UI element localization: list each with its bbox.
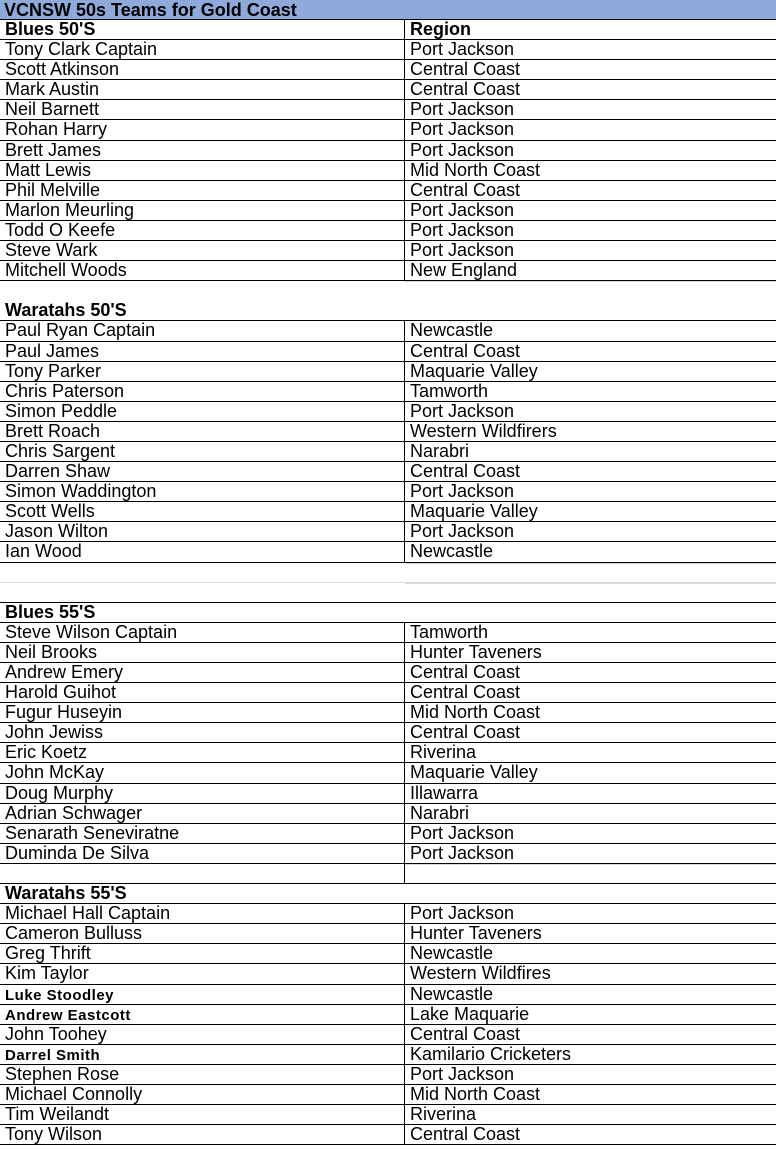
player-region: Central Coast [410,683,521,703]
player-name: Mark Austin [5,80,100,100]
team-header-row [0,301,776,321]
player-row [0,1105,776,1125]
player-name: John Jewiss [5,723,104,743]
player-row [0,944,776,964]
player-region: Port Jackson [410,1064,515,1084]
player-region: New England [410,261,518,281]
player-name: Scott Atkinson [5,60,120,80]
player-name: Duminda De Silva [5,843,150,863]
player-region: Central Coast [410,180,521,200]
player-row [0,241,776,261]
player-row [0,1085,776,1105]
player-row [0,663,776,683]
player-name: Fugur Huseyin [5,703,123,723]
blank-row [0,281,776,301]
region-column-header [405,301,776,320]
player-name: Simon Waddington [5,482,157,502]
player-region: Maquarie Valley [410,502,538,522]
player-region: Port Jackson [410,843,515,863]
player-region: Central Coast [410,723,521,743]
player-name: Rohan Harry [5,120,108,140]
team-table [0,20,776,1145]
player-region: Central Coast [410,60,521,80]
player-region: Port Jackson [410,823,515,843]
player-row [0,1045,776,1065]
player-region: Port Jackson [410,120,515,140]
player-row [0,924,776,944]
blank-row [0,563,776,583]
player-row [0,763,776,783]
region-column-header: Region [410,20,471,39]
player-region: Port Jackson [410,220,515,240]
player-row [0,382,776,402]
player-name: Jason Wilton [5,522,109,542]
player-row [0,462,776,482]
player-name: Eric Koetz [5,743,88,763]
player-row [0,201,776,221]
player-region: Central Coast [410,1024,521,1044]
player-name: Kim Taylor [5,964,89,984]
player-name: Greg Thrift [5,944,91,964]
player-name: Steve Wilson Captain [5,622,178,642]
player-name: Mitchell Woods [5,261,127,281]
player-region: Port Jackson [410,904,515,924]
player-region: Riverina [410,1105,477,1125]
player-name: Brett James [5,140,102,160]
blank-row [0,864,776,884]
player-row [0,80,776,100]
player-name: Darrel Smith [5,1046,101,1064]
region-column-header [405,603,776,622]
player-name: Neil Brooks [5,642,98,662]
player-name: Ian Wood [5,542,82,562]
player-region: Newcastle [410,944,494,964]
player-region: Port Jackson [410,200,515,220]
player-region: Western Wildfires [410,964,551,984]
player-name: Chris Sargent [5,441,116,461]
player-row [0,40,776,60]
player-row [0,824,776,844]
player-region: Newcastle [410,321,494,341]
player-row [0,482,776,502]
player-region: Central Coast [410,663,521,682]
player-region: Central Coast [410,1125,521,1145]
player-row [0,743,776,763]
player-row [0,723,776,743]
player-region: Newcastle [410,542,494,562]
player-region: Newcastle [410,984,494,1004]
player-name: Tony Wilson [5,1125,103,1145]
player-row [0,141,776,161]
player-row [0,502,776,522]
player-name: Brett Roach [5,421,101,441]
player-name: Adrian Schwager [5,803,143,823]
player-row [0,522,776,542]
player-row [0,904,776,924]
team-name: Waratahs 55'S [5,884,127,904]
player-region: Maquarie Valley [410,763,538,783]
player-row [0,342,776,362]
player-row [0,804,776,824]
player-name: Matt Lewis [5,160,92,180]
player-row [0,1025,776,1045]
player-row [0,623,776,643]
player-name: Senarath Seneviratne [5,823,180,843]
player-region: Riverina [410,743,477,763]
player-name: Phil Melville [5,180,101,200]
player-region: Mid North Coast [410,1084,541,1104]
player-region: Hunter Taveners [410,924,542,944]
player-region: Central Coast [410,462,521,482]
player-name: Tim Weilandt [5,1105,110,1125]
player-name: Doug Murphy [5,783,114,803]
player-name: Neil Barnett [5,100,100,120]
player-row [0,683,776,703]
region-column-header [405,884,776,903]
player-name: Tony Parker [5,361,102,381]
player-row [0,784,776,804]
player-region: Lake Maquarie [410,1004,530,1024]
team-name: Blues 55'S [5,602,96,622]
player-row [0,321,776,341]
player-row [0,261,776,281]
player-row [0,1065,776,1085]
player-region: Kamilario Cricketers [410,1044,572,1064]
player-row [0,60,776,80]
player-name: Tony Clark Captain [5,40,158,60]
player-name: Marlon Meurling [5,200,135,220]
player-row [0,402,776,422]
player-row [0,181,776,201]
player-row [0,1005,776,1025]
player-name: Michael Connolly [5,1084,143,1104]
player-name: Harold Guihot [5,683,117,703]
player-region: Central Coast [410,341,521,361]
player-row [0,161,776,181]
player-row [0,542,776,562]
player-name: Andrew Emery [5,663,124,682]
player-row [0,362,776,382]
player-region: Central Coast [410,80,521,100]
player-region: Tamworth [410,381,489,401]
player-region: Narabri [410,441,470,461]
player-region: Port Jackson [410,401,515,421]
player-row [0,703,776,723]
player-row [0,844,776,864]
player-name: Paul James [5,341,100,361]
player-region: Hunter Taveners [410,642,542,662]
player-row [0,964,776,984]
player-name: John McKay [5,763,105,783]
player-region: Port Jackson [410,100,515,120]
player-name: John Toohey [5,1024,107,1044]
team-name: Waratahs 50'S [5,301,127,321]
player-region: Mid North Coast [410,703,541,723]
player-region: Port Jackson [410,140,515,160]
player-row [0,442,776,462]
player-row [0,100,776,120]
player-name: Stephen Rose [5,1064,120,1084]
team-header-row [0,884,776,904]
player-name: Todd O Keefe [5,220,116,240]
player-name: Simon Peddle [5,401,118,421]
player-name: Darren Shaw [5,462,111,482]
player-row [0,221,776,241]
player-name: Chris Paterson [5,381,125,401]
player-region: Western Wildfirers [410,421,557,441]
player-region: Narabri [410,803,470,823]
player-region: Mid North Coast [410,160,541,180]
player-region: Port Jackson [410,522,515,542]
player-row [0,422,776,442]
player-row [0,985,776,1005]
player-region: Port Jackson [410,482,515,502]
player-name: Luke Stoodley [5,986,115,1004]
player-row [0,643,776,663]
team-header-row [0,603,776,623]
blank-row [0,583,776,603]
player-row [0,1125,776,1145]
player-name: Andrew Eastcott [5,1006,131,1024]
player-region: Maquarie Valley [410,361,538,381]
player-region: Tamworth [410,622,489,642]
team-header-row [0,20,776,40]
player-name: Michael Hall Captain [5,904,171,924]
player-name: Scott Wells [5,502,95,522]
player-name: Steve Wark [5,241,98,261]
player-region: Illawarra [410,783,479,803]
player-row [0,120,776,140]
player-name: Paul Ryan Captain [5,321,156,341]
player-name: Cameron Bulluss [5,924,143,944]
player-region: Port Jackson [410,40,515,60]
player-region: Port Jackson [410,241,515,261]
sheet-title: VCNSW 50s Teams for Gold Coast [0,0,776,20]
team-name: Blues 50'S [0,20,405,39]
